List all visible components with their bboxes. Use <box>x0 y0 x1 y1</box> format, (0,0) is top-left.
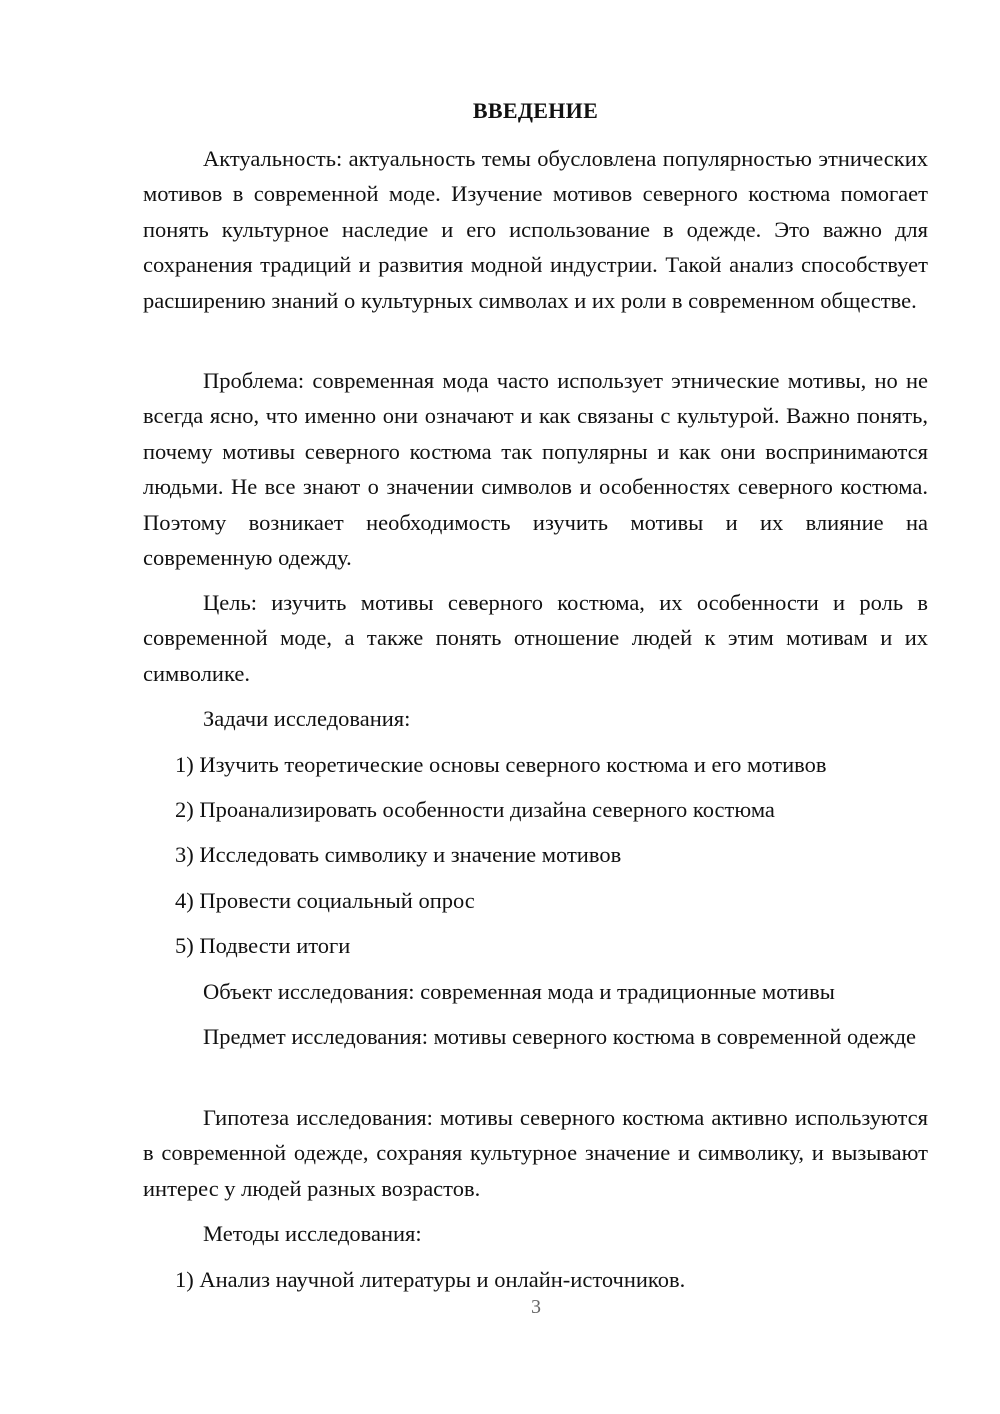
page-title: ВВЕДЕНИЕ <box>472 98 599 123</box>
object-paragraph: Объект исследования: современная мода и традиционные мотивы <box>203 979 835 1004</box>
subject-paragraph: Предмет исследования: мотивы северного костюма в современной одежде <box>203 1024 917 1049</box>
goal-paragraph: Цель: изучить мотивы северного костюма, их особенности и роль в современной моде, а также понять отношение людей к этим мотивам и их символике. <box>143 590 928 686</box>
page-number: 3 <box>531 1296 541 1318</box>
method-item-1: 1) Анализ научной литературы и онлайн-источников. <box>175 1267 686 1292</box>
task-item-5: 5) Подвести итоги <box>175 933 351 958</box>
problem-paragraph: Проблема: современная мода часто использует этнические мотивы, но не всегда ясно, что именно они означают и как связаны с культурой. Важно понять, почему мотивы северного костюма так популярны и как они воспринимаются людьми. Не все знают о значении символов и особенностях северного костюма. Поэтому возникает необходимость изучить мотивы и их влияние на современную одежду. <box>143 368 928 571</box>
relevance-paragraph: Актуальность: актуальность темы обусловлена популярностью этнических мотивов в современной моде. Изучение мотивов северного костюма помогает понять культурное наследие и его использование в одежде. Это важно для сохранения традиций и развития модной индустрии. Такой анализ способствует расширению знаний о культурных символах и их роли в современном обществе. <box>143 146 928 313</box>
tasks-heading: Задачи исследования: <box>203 706 411 731</box>
methods-heading: Методы исследования: <box>203 1221 422 1246</box>
task-item-2: 2) Проанализировать особенности дизайна северного костюма <box>175 797 775 822</box>
task-item-4: 4) Провести социальный опрос <box>175 888 475 913</box>
hypothesis-paragraph: Гипотеза исследования: мотивы северного костюма активно используются в современной одежде, сохраняя культурное значение и символику, и вызывают интерес у людей разных возрастов. <box>143 1105 928 1201</box>
task-item-1: 1) Изучить теоретические основы северного костюма и его мотивов <box>175 752 827 777</box>
task-item-3: 3) Исследовать символику и значение мотивов <box>175 842 622 867</box>
